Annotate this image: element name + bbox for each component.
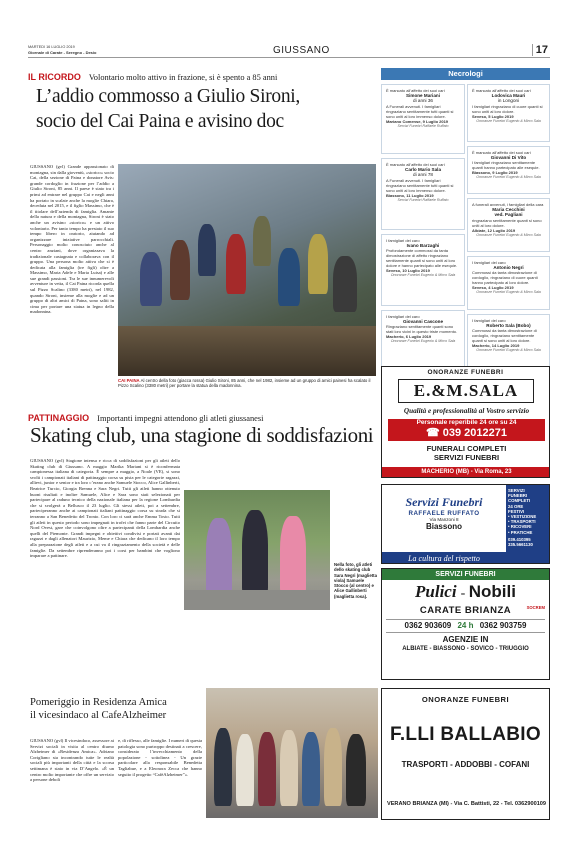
ad-ruffato-slogan: La cultura del rispetto <box>382 552 506 564</box>
notice-text: A Funerali avvenuti. I famigliari ringraziano sentitamente tutti quanti si sono uniti al loro immenso dolore. <box>386 103 454 119</box>
notice-intro: È mancato all’affetto dei suoi cari <box>386 88 445 93</box>
notice-name: Simone Mariani <box>406 93 440 98</box>
necrology-notice <box>381 234 465 306</box>
notice-place: Biassono, 9 Luglio 2019 <box>472 170 518 176</box>
ad-ballabio <box>381 688 550 820</box>
article1-body: GIUSSANO (gvl) Grande appassionato di montagna, sin dalla gioventù, «storico» socio Cai, della sezione di Paina e donatore Avis: grande cordoglio in frazione per l’addio a Giulio Sironi, 85 anni. Il paese è stato tra i primi ad entrare nel gruppo Cai e negli anni ha portato in scalate anche la moglie Chiara, deceduta nel 2015, e il figlio Massimo, che è il titolare dell’azienda di famiglia. Amante della natura e della montagna, Sironi è stato anche un avisino «storico» e un attivo volontario. Per tanto tempo ha prestato il suo tempo libero in oratorio, aiutando ad organizzare iniziative parrocchiali. Personaggio molto conosciuto anche al centro anziani, dove organizzava la tradizionale castagnata e collaborava con il gruppo. Una persona molto attiva che si è dedicata alla famiglia (tre figli) oltre a Massimo, Maria Adele e Maria Luisa) e alle sue grandi passioni. Tra le sue innumerevoli avventure in vetta, il Cai Paina ricorda quella sul Pizzo Scalino (3380 metri), nel 1982, quando Sironi, insieme alla moglie e ad un gruppo di altri amici di Paina, sono saliti in cima per portare una statua in legno della madonnina. <box>30 164 114 315</box>
ad-pulici-agencies-title: AGENZIE IN <box>442 635 489 644</box>
caption-cai-paina: CAI PAINA <box>118 378 140 383</box>
side-line: • TRASPORTI <box>508 519 536 525</box>
notice-text: ringraziano sentitamente quanti si sono uniti al loro dolore. <box>472 217 542 228</box>
header-date: MARTEDI 16 LUGLIO 2019 <box>28 45 75 49</box>
kicker-pattinaggio: PATTINAGGIO <box>28 413 90 423</box>
side-line: FESTIVI <box>508 508 525 514</box>
notice-text: Commossi da tanta dimostrazione di cordoglio, ringraziano sentitamente quanti si sono uniti al loro dolore. <box>472 328 537 344</box>
notice-text: Ringraziano sentitamente quanti sono stati loro vicini in questo triste momento. <box>386 324 458 335</box>
ad-ballabio-name: F.LLI BALLABIO <box>390 724 541 745</box>
ad-ballabio-address: VERANO BRIANZA (MI) - Via C. Battisti, 22 - Tel. 0362900109 <box>386 801 547 807</box>
article2-title: Skating club, una stagione di soddisfazioni <box>30 423 374 447</box>
notice-name: Roberto Sala (Bobo) <box>486 323 531 328</box>
necrology-notice <box>467 198 550 252</box>
notice-intro: I famigliari del caro <box>386 314 420 319</box>
necrology-notice <box>381 158 465 230</box>
notice-agency: Onoranze Funebri Eugenio & Mirco Sala <box>476 290 541 295</box>
article1-subtitle: Volontario molto attivo in frazione, si è spento a 85 anni <box>88 73 278 82</box>
ad-pulici-region: CARATE BRIANZA <box>419 605 512 616</box>
notice-intro: I famigliari del caro <box>472 318 506 323</box>
ad-pulici-phone2: 0362 903759 <box>479 621 527 630</box>
kicker-bar <box>28 67 378 82</box>
ad-sala-logo <box>398 379 534 403</box>
necrology-column-right <box>467 84 550 374</box>
socrem-logo: SOCREM <box>526 605 545 610</box>
notice-agency: Servizi Funebri Raffaele Ruffato <box>397 123 449 128</box>
necrology-notice <box>467 84 550 142</box>
article3-body-left: GIUSSANO (gvl) Il vicesindaco, assessore ai Servizi sociali in visita al centro diurno Alzheimer di «Residenza Amica». Adriano Corigliano sta incontrando tutte le realtà sociali più importanti della città e la scorsa settimana è stato in via D’Angelo. «È un centro molto importante che offre un servizio a persone deboli <box>30 738 114 783</box>
ad-ruffato-name: RAFFAELE RUFFATO <box>408 510 480 517</box>
notice-place: Mariano Comense, 9 Luglio 2019 <box>386 118 449 124</box>
article1-title <box>36 84 376 134</box>
side-line: • RICOVERI <box>508 524 532 530</box>
notice-agency: Onoranze Funebri Eugenio & Mirco Sala <box>476 232 541 237</box>
notice-intro: È mancato all’affetto dei suoi cari <box>386 162 445 167</box>
notice-extra: di anni 36 <box>413 98 433 104</box>
ad-pulici <box>381 568 550 680</box>
kicker-bar-2 <box>28 408 378 423</box>
notice-place: Biassono, 11 Luglio 2019 <box>386 192 434 198</box>
notice-text: I famigliari ringraziano di cuore quanti si sono uniti al loro dolore. <box>472 103 543 114</box>
notice-agency: Onoranze Funebri Eugenio & Mirco Sala <box>390 339 456 344</box>
page-header <box>28 44 550 58</box>
page-number: 17 <box>532 44 548 56</box>
ad-pulici-phones <box>386 619 545 633</box>
notice-name: Giovanni Di Vito <box>490 155 527 160</box>
notice-name: Giovanni Cascone <box>402 319 444 324</box>
notice-agency: Servizi Funebri Raffaele Ruffato <box>397 197 449 202</box>
ad-sala-tagline: Qualità e professionalità al Vostro servizio <box>403 407 530 415</box>
necrology-column-left <box>381 84 465 372</box>
side-line: • VESTIZIONE <box>508 514 537 520</box>
ad-pulici-brand: Pulici - Nobili <box>415 582 516 601</box>
ad-pulici-agencies: ALBIATE - BIASSONO - SOVICO - TRIUGGIO <box>402 646 529 652</box>
notice-name: Ivano Barzaghi <box>406 243 440 248</box>
kicker-il-ricordo: IL RICORDO <box>28 72 81 82</box>
ad-sala-services2: SERVIZI FUNEBRI <box>433 453 500 462</box>
notice-agency: Onoranze Funebri Eugenio & Mirco Sala <box>476 175 541 180</box>
notice-agency: Onoranze Funebri Eugenio & Mirco Sala <box>476 348 541 353</box>
notice-place: Seveso, 10 Luglio 2019 <box>386 268 430 274</box>
article1-caption <box>118 378 376 390</box>
header-paper: Giornale di Carate - Seregno - Desio <box>28 50 97 55</box>
ad-pulici-top: SERVIZI FUNEBRI <box>382 569 549 580</box>
notice-agency: Onoranze Funebri Eugenio & Mirco Sala <box>390 273 456 278</box>
ad-sala-address: MACHERIO (MB) - Via Roma, 23 <box>382 467 550 477</box>
article1-title-line2: socio del Cai Paina e avisino doc <box>36 111 284 132</box>
side-line: SERVIZI <box>508 488 525 493</box>
ad-sala-phone-number: 039 2012271 <box>442 427 507 439</box>
ad-ruffato-side <box>506 485 550 564</box>
notice-extra: di anni 78 <box>413 172 433 178</box>
notice-place: Albiate, 12 Luglio 2019 <box>472 227 516 233</box>
notice-intro: I famigliari del caro <box>386 238 420 243</box>
ad-sala-phone-box <box>388 419 545 441</box>
article3-title-line2: il vicesindaco al CafeAlzheimer <box>30 710 167 721</box>
ad-sala-phone-label: Personale reperibile 24 ore su 24 <box>416 419 517 426</box>
necrology-notice <box>467 314 550 374</box>
ad-pulici-brand-right: Nobili <box>468 582 516 601</box>
notice-place: Macherio, 14 Luglio 2019 <box>472 343 520 349</box>
notice-place: Seveso, 4 Luglio 2019 <box>472 285 514 291</box>
ad-sala-phone <box>388 427 545 440</box>
ad-ruffato-phone1: 039.410395 <box>508 536 531 542</box>
article3-title-line1: Pomeriggio in Residenza Amica <box>30 697 167 708</box>
article3-title <box>30 696 210 722</box>
ad-ruffato-title: Servizi Funebri <box>405 495 483 509</box>
ad-pulici-24h: 24 h <box>457 621 474 630</box>
article2-caption: Nella foto, gli atleti dello skating club Sara Negri (maglietta viola) Samuele Stocco (al centro) e Alice Gallinberti (maglietta rosa). <box>334 562 377 599</box>
ad-sala-top: ONORANZE FUNEBRI <box>427 369 504 376</box>
notice-name: Antonio Negri <box>493 265 524 270</box>
notice-text: A Funerali avvenuti. I famigliari ringraziano sentitamente tutti quanti si sono uniti al loro immenso dolore. <box>386 177 454 193</box>
article1-title-line1: L’addio commosso a Giulio Sironi, <box>36 86 300 107</box>
side-line: COMPLETI <box>508 498 531 504</box>
ad-sala-logo-text: E.&M.SALA <box>413 381 519 400</box>
ad-ruffato <box>381 484 550 564</box>
necrology-header <box>381 68 550 80</box>
header-section: GIUSSANO <box>273 45 330 56</box>
ad-ruffato-street: Via Manzoni 8 <box>429 517 459 522</box>
notice-intro: I famigliari del caro <box>472 260 506 265</box>
notice-agency: Onoranze Funebri Eugenio & Mirco Sala <box>476 118 541 123</box>
article2-photo <box>184 490 330 610</box>
notice-place: Macherio, 6 Luglio 2019 <box>386 334 432 340</box>
notice-text: Profondamente commossi da tanta dimostrazione di affetto ringraziano sentitamente quanti si sono uniti al loro dolore e hanno partecipato alle esequie. <box>386 248 458 269</box>
article2-body: GIUSSANO (gvl) Stagione intensa e ricca di soddisfazioni per gli atleti dello Skating club di Giussano. A maggio Marika Mariani si è riconfermata campionessa italiana di categoria. È sempre a maggio, a Noale (VE), si sono svolti i campionati italiani di pattinaggio corsa su pista per le categorie ragazzi, allievi, junior e senior e tra loro c’erano anche Samuele Stocco, Alice Gallinberti, Beatrice Turcio, Giorgia Brenna e Sara Negri. Tutti gli atleti hanno ottenuto buoni risultati e inoltre Samuele, Alice e Sara sono stati selezionati per partecipare al raduno tecnico della nazionale italiana per la regione Lombardia che si svolgerà a Bellusco il 23 luglio. Gli stessi atleti, poi a settembre, parteciperanno anche ai campionati italiani pattinaggio corsa su strada che si terranno a San Benedetto del Tronto. Con loro ci sarà anche Emma Tosto. Tutti gli atleti in questo periodo sono impegnati in trofei che fanno parte del Circuito Nord Ovest, gare che coinvolgono oltre a partecipanti della Lombardia anche quelli del Piemonte. Grandi impegni e obiettivi condivisi e portati avanti dai ragazzi e dagli allenatori Maurizio, Meme e Chiara che dedicano il loro tempo alla preparazione degli atleti e a cui va il ringraziamento della società e delle famiglie. Da settembre riprenderanno poi i corsi per bambini che vogliono imparare a pattinare. <box>30 458 180 559</box>
notice-name: Maria Cecchini <box>492 207 525 212</box>
notice-extra: in Longoni <box>497 98 520 104</box>
notice-intro: È mancato all’affetto dei suoi cari <box>472 150 531 155</box>
necrology-notice <box>467 256 550 310</box>
side-line: 24 ORE <box>508 503 524 509</box>
article1-photo <box>118 164 376 376</box>
necrology-title: Necrologi <box>448 69 483 78</box>
notice-intro: È mancato all’affetto dei suoi cari <box>472 88 531 93</box>
article3-photo <box>206 688 378 818</box>
notice-text: I famigliari ringraziano sentitamente quanti hanno partecipato alle esequie. <box>472 160 540 171</box>
ad-ruffato-phone2: 335.5661130 <box>508 542 533 548</box>
necrology-notice <box>381 310 465 372</box>
notice-intro: A funerali avvenuti, i famigliari della cara <box>472 202 544 207</box>
side-line: FUNEBRI <box>508 493 528 499</box>
necrology-notice <box>467 146 550 194</box>
article3-body-right: e, di riflesso, alle famiglie. I numeri di questa patologia sono purtroppo destinati a crescere, considerato l’invecchiamento della popolazione - sottolinea - Un grazie particolare alla responsabile Benedetta Tagliabue, e a Eleonora Zecca che hanno seguito il progetto “CafèAlzheimer”». <box>118 738 202 777</box>
ad-ruffato-main <box>382 485 506 564</box>
notice-name: Lodovica Mauri <box>491 93 526 98</box>
side-line: • PRATICHE <box>508 529 533 535</box>
ad-ballabio-top: ONORANZE FUNEBRI <box>421 695 510 704</box>
notice-extra: ved. Pagliani <box>494 212 523 218</box>
caption-text: Al centro della foto (giacca rossa) Giulio Sironi, 85 anni, che nel 1982, insieme ad un gruppo di amici painesi ha scalato il Pizzo Scalino (3380 metri) per portare la statua della madonnina. <box>118 378 371 389</box>
ad-pulici-phone1: 0362 903609 <box>404 621 452 630</box>
ad-pulici-brand-left: Pulici <box>415 582 457 601</box>
ad-ruffato-town: Biassono <box>425 522 462 531</box>
notice-name: Carlo Mario Sala <box>405 167 441 172</box>
ad-sala-services1: FUNERALI COMPLETI <box>426 444 507 453</box>
article2-subtitle: Importanti impegni attendono gli atleti giussanesi <box>97 414 264 423</box>
ad-sala-services <box>382 444 550 462</box>
ad-ballabio-services: TRASPORTI - ADDOBBI - COFANI <box>401 760 530 769</box>
notice-text: Commossi da tanta dimostrazione di cordoglio, ringraziano di cuore quanti hanno partecipato al loro dolore. <box>472 270 538 286</box>
necrology-notice <box>381 84 465 154</box>
ad-sala <box>381 366 550 478</box>
notice-place: Seveso, 5 Luglio 2019 <box>472 113 514 119</box>
phone-icon: ☎ <box>426 427 443 439</box>
